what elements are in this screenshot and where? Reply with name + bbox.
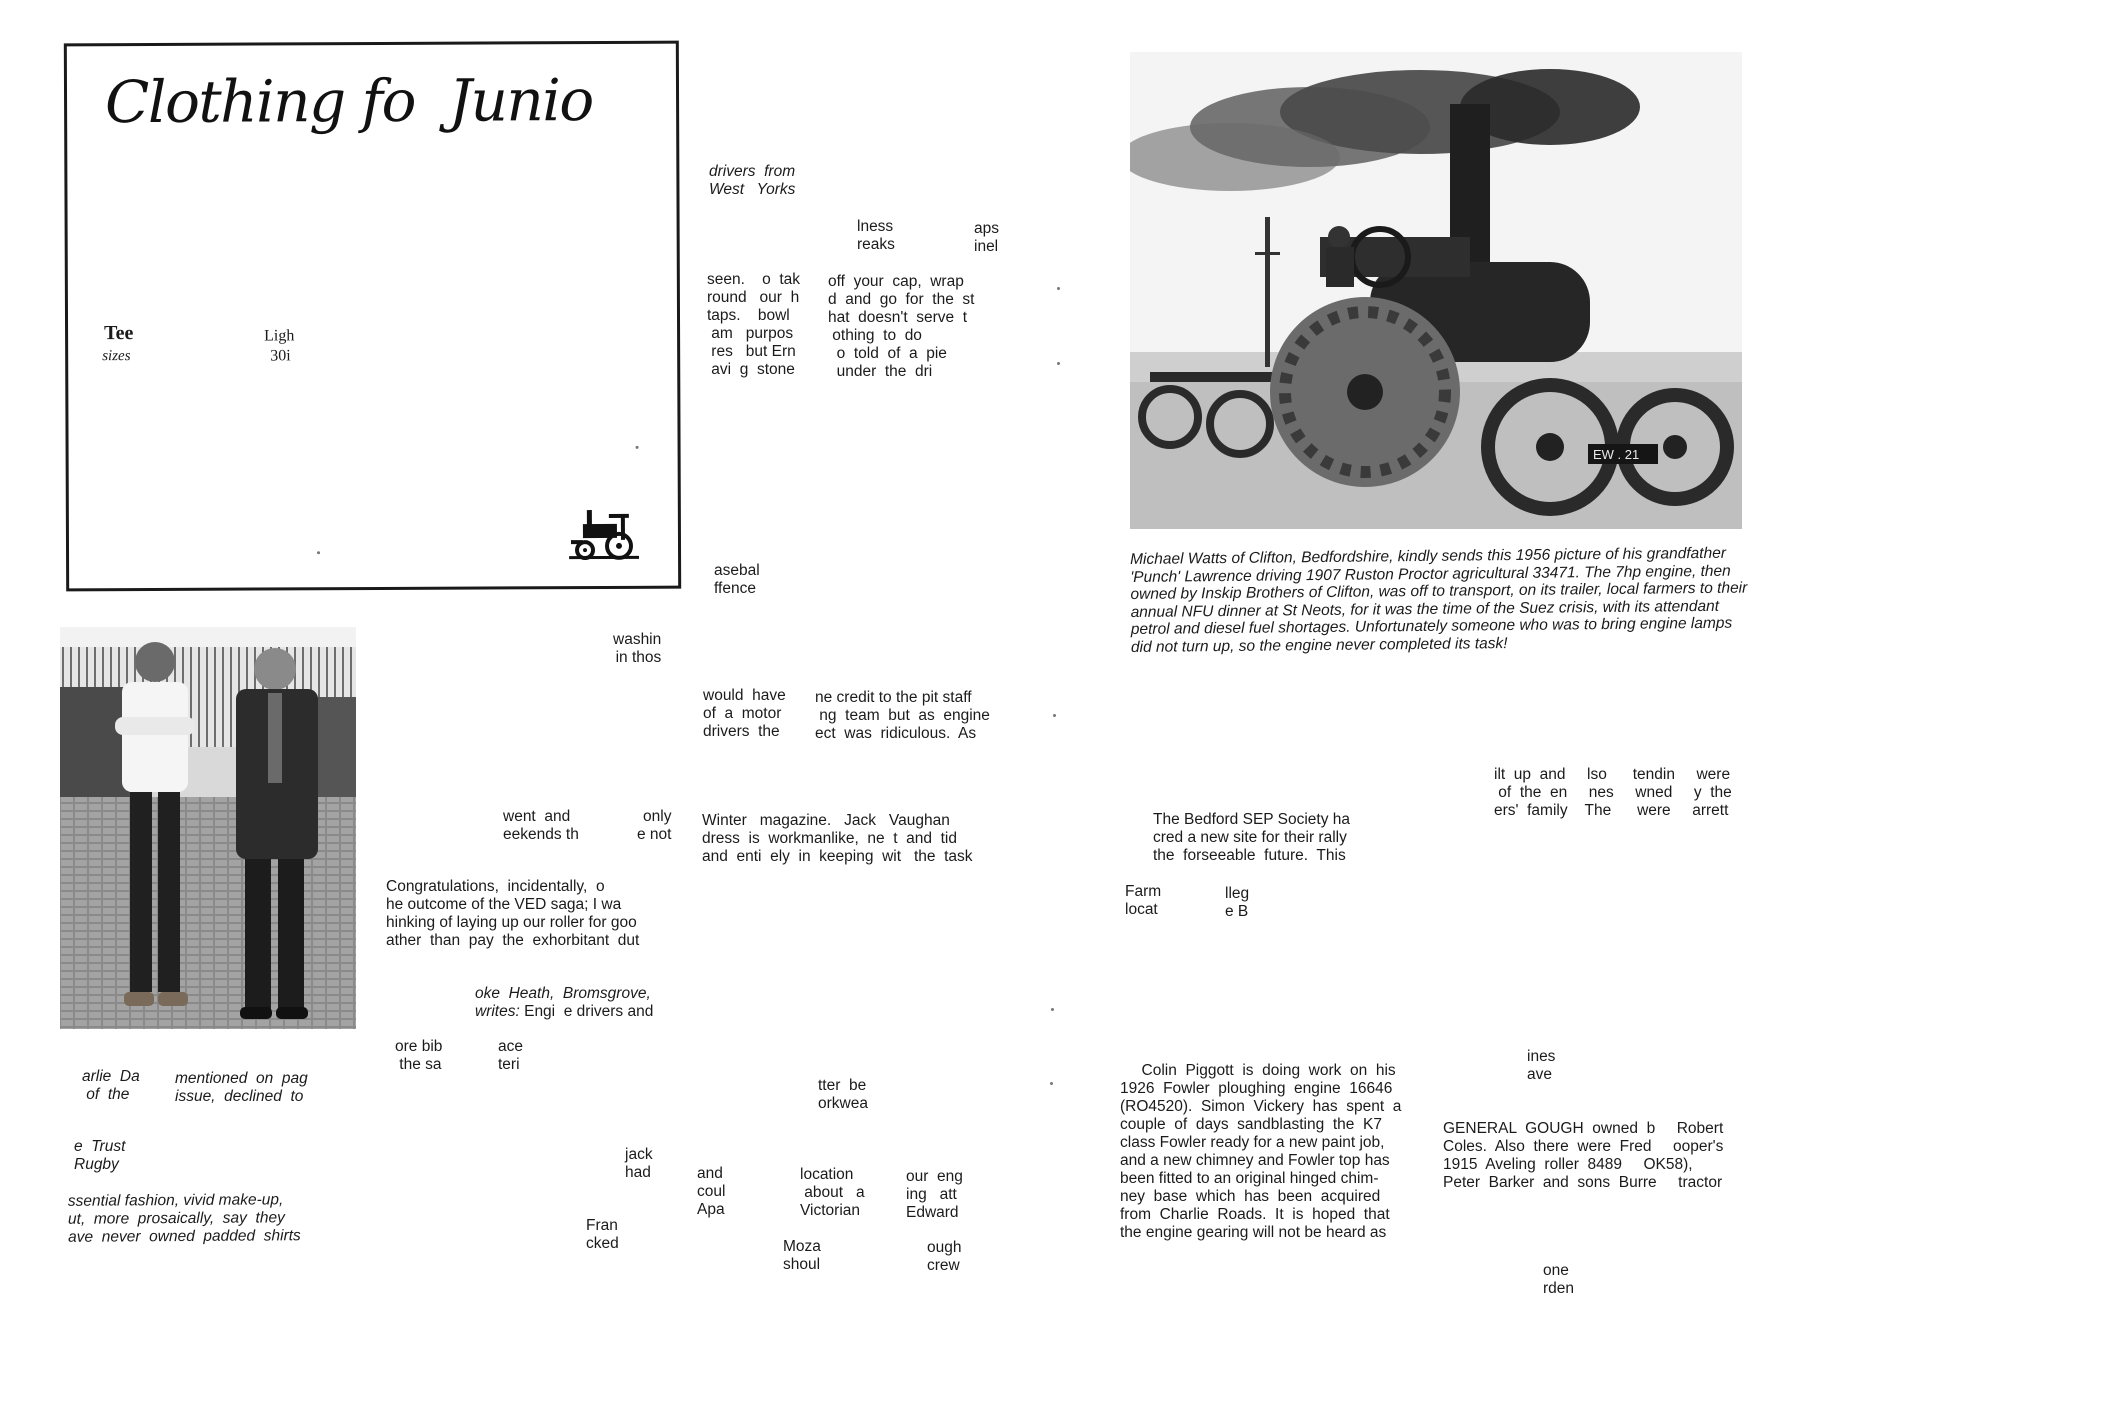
fragment-aps: aps inel (974, 220, 999, 255)
fragment-location: location about a Victorian (800, 1166, 865, 1219)
fragment-ore-bib: ore bib the sa (395, 1038, 443, 1073)
fragment-essential: ssential fashion, vivid make-up, ut, more prosaically, say they ave never owned padded shirts (67, 1191, 301, 1246)
fragment-lleg: lleg e B (1225, 885, 1250, 920)
fragment-writes-line (475, 1003, 653, 1021)
fragment-writes-rest: Engi e drivers and (519, 1003, 654, 1020)
fragment-pit-staff: ne credit to the pit staff ng team but as engine ect was ridiculous. As (815, 689, 990, 742)
fragment-our-eng: our eng ing att Edward (906, 1168, 963, 1221)
advert-tee-label: Tee (104, 322, 134, 345)
fragment-washin: washin in thos (613, 631, 662, 666)
paragraph-colin-piggott: Colin Piggott is doing work on his 1926 Fowler ploughing engine 16646 (RO4520). Simon Vickery has spent a couple of days sandblasting the K7 class Fowler ready for a new paint job, and a new chimney and Fowler top has been fitted to an original hinged chim- ney base which has been acquired from Charlie Roads. It is hoped that the engine gearing will not be heard as (1120, 1062, 1402, 1241)
advert-sizes-label: sizes (102, 348, 131, 365)
paragraph-general-gough: GENERAL GOUGH owned b Robert Coles. Also there were Fred ooper's 1915 Aveling roller 8489 OK58), Peter Barker and sons Burre tractor (1443, 1120, 1724, 1191)
fragment-writes: writes: (475, 1003, 520, 1020)
fragment-trust: e Trust Rugby (74, 1138, 126, 1173)
fragment-seen-left: seen. o tak round our h taps. bowl am purpos res but Ern avi g stone (707, 271, 801, 378)
fragment-went: went and eekends th (503, 808, 579, 843)
fragment-ilt-up: ilt up and lso tendin were of the en nes wned y the ers' family The were arrett (1494, 766, 1732, 819)
fragment-tter-be: tter be orkwea (818, 1077, 868, 1112)
advert-ligh-label: Ligh (264, 327, 295, 345)
fragment-would-have: would have of a motor drivers the (703, 687, 786, 740)
fragment-moza: Moza shoul (783, 1238, 821, 1273)
fragment-bedford-sep: The Bedford SEP Society ha cred a new site for their rally the forseeable future. This (1153, 811, 1351, 864)
fragment-ough: ough crew (927, 1239, 962, 1274)
fragment-lness: lness reaks (857, 218, 895, 253)
traction-engine-icon (569, 504, 639, 560)
fragment-ace: ace teri (498, 1038, 523, 1073)
fragment-fran: Fran cked (586, 1217, 619, 1252)
fragment-and-coul: and coul Apa (697, 1165, 726, 1218)
fragment-drivers-from: drivers from West Yorks (709, 163, 796, 198)
fragment-seen-right: off your cap, wrap d and go for the st hat doesn't serve t othing to do o told of a pie under the dri (828, 273, 975, 380)
fragment-farm: Farm locat (1125, 883, 1162, 918)
fragment-one: one rden (1543, 1262, 1575, 1297)
fragment-arlie: arlie Da of the (82, 1068, 140, 1103)
fragment-mentioned: mentioned on pag issue, declined to (175, 1070, 308, 1105)
engine-photo-caption: Michael Watts of Clifton, Bedfordshire, kindly sends this 1956 picture of his grandfather 'Punch' Lawrence driving 1907 Ruston Proctor agricultural 33471. The 7hp engine, then owned by Inskip Brothers of Clifton, was off to transport, on its trailer, local farmers to their annual NFU dinner at St Neots, for it was the time of the Suez crisis, with its attendant petrol and diesel fuel shortages. Unfortunately someone who was to bring engine lamps did not turn up, so the engine never completed its task! (1130, 544, 1748, 656)
number-plate-text: EW . 21 (1593, 447, 1640, 462)
photo-traction-engine (1130, 52, 1742, 529)
fragment-oke-heath: oke Heath, Bromsgrove, (475, 985, 651, 1002)
fragment-jack: jack had (625, 1146, 653, 1181)
photo-two-men (60, 627, 356, 1029)
fragment-ines: ines ave (1527, 1048, 1556, 1083)
advert-title: Clothing fo Junio (104, 66, 593, 137)
fragment-winter-magazine: Winter magazine. Jack Vaughan dress is workmanlike, ne t and tid and enti ely in keeping wit the task (702, 812, 973, 865)
fragment-congratulations: Congratulations, incidentally, o he outcome of the VED saga; I wa hinking of laying up our roller for goo ather than pay the exhorbitant dut (386, 878, 640, 949)
fragment-asebal: asebal ffence (714, 562, 760, 597)
fragment-only: only e not (637, 808, 672, 843)
advert-size-value: 30i (270, 347, 291, 365)
advert-box (64, 41, 681, 592)
